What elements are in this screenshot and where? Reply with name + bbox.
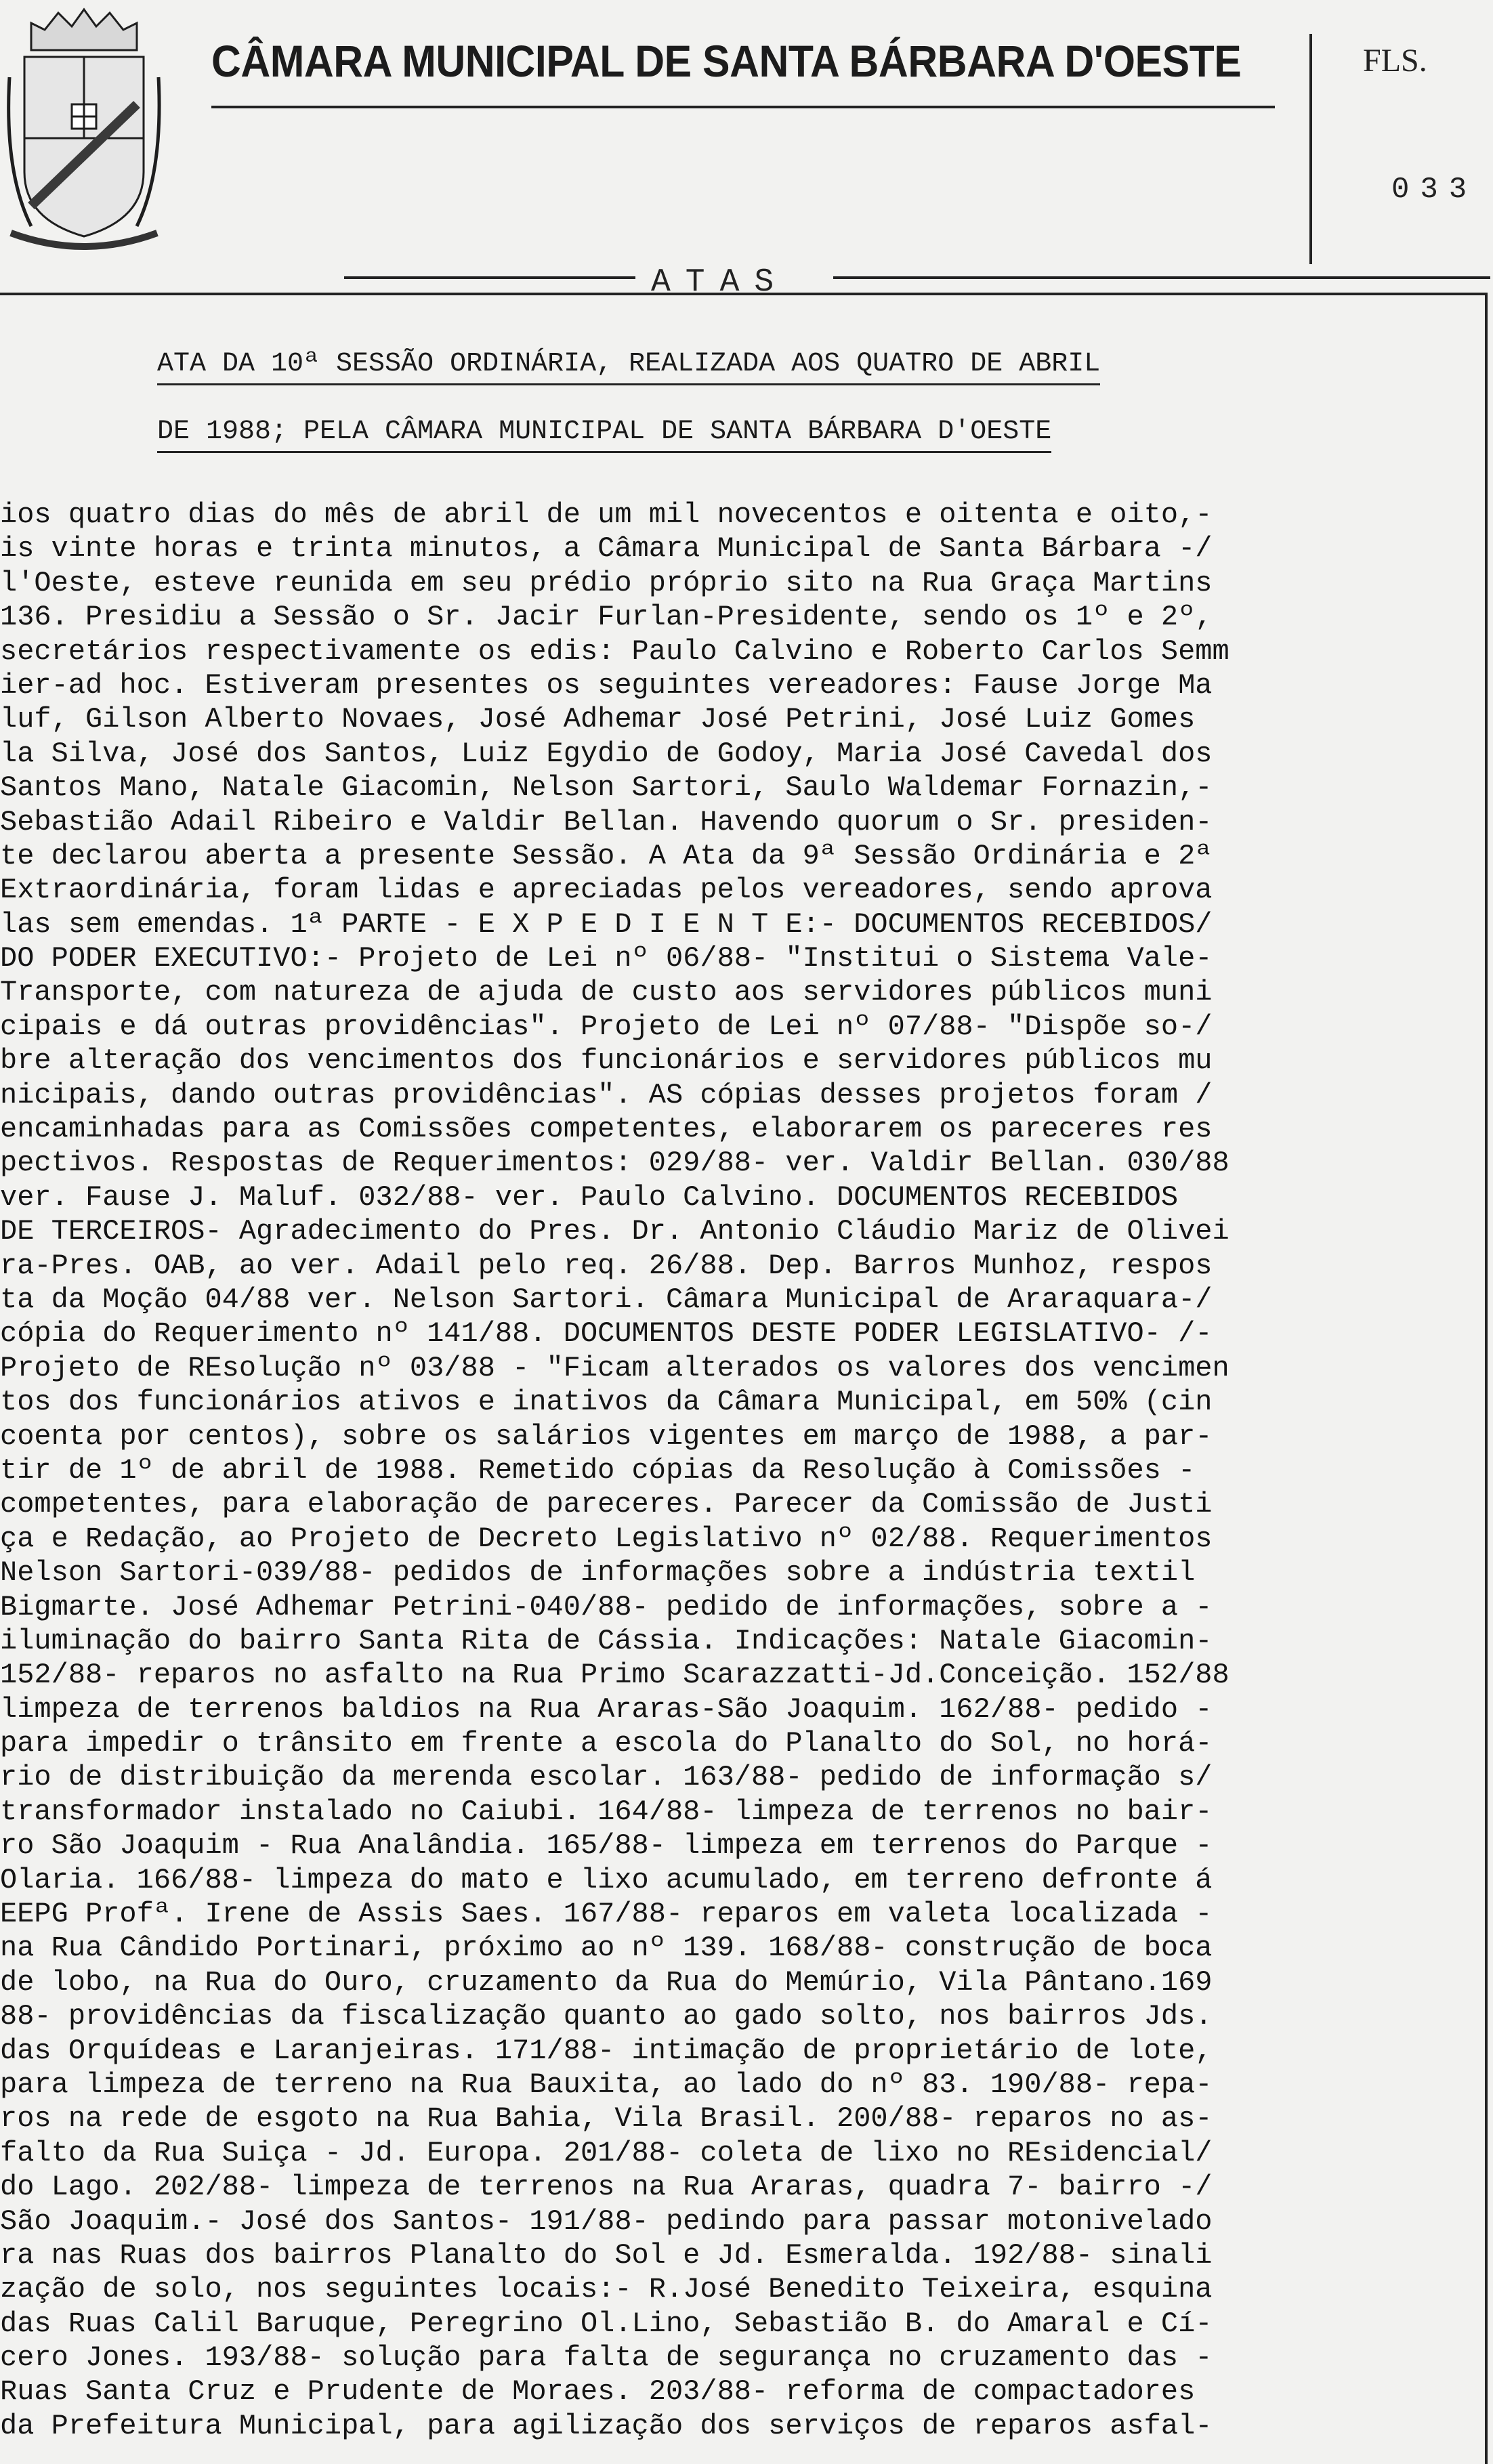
minutes-line: DE TERCEIROS- Agradecimento do Pres. Dr. Antonio Cláudio Mariz de Olivei bbox=[0, 1215, 1229, 1248]
header-divider bbox=[1309, 34, 1312, 264]
minutes-line: ra nas Ruas dos bairros Planalto do Sol e Jd. Esmeralda. 192/88- sinali bbox=[0, 2238, 1213, 2272]
minutes-line: 88- providências da fiscalização quanto ao gado solto, nos bairros Jds. bbox=[0, 2000, 1213, 2033]
minutes-line: ça e Redação, ao Projeto de Decreto Legislativo nº 02/88. Requerimentos bbox=[0, 1522, 1213, 1555]
minutes-line: DO PODER EXECUTIVO:- Projeto de Lei nº 06/88- "Institui o Sistema Vale- bbox=[0, 942, 1213, 975]
minutes-line: para impedir o trânsito em frente a escola do Planalto do Sol, no horá- bbox=[0, 1727, 1213, 1760]
minutes-line: ier-ad hoc. Estiveram presentes os seguintes vereadores: Fause Jorge Ma bbox=[0, 668, 1213, 702]
minutes-line: falto da Rua Suiça - Jd. Europa. 201/88- coleta de lixo no REsidencial/ bbox=[0, 2136, 1213, 2169]
minutes-line: l'Oeste, esteve reunida em seu prédio próprio sito na Rua Graça Martins bbox=[0, 566, 1213, 599]
minutes-line: rio de distribuição da merenda escolar. 163/88- pedido de informação s/ bbox=[0, 1761, 1213, 1794]
fls-label: FLS. bbox=[1363, 43, 1427, 79]
minutes-line: ta da Moção 04/88 ver. Nelson Sartori. Câmara Municipal de Araraquara-/ bbox=[0, 1283, 1213, 1316]
minutes-line: tos dos funcionários ativos e inativos da Câmara Municipal, em 50% (cin bbox=[0, 1386, 1213, 1419]
minutes-line: do Lago. 202/88- limpeza de terrenos na Rua Araras, quadra 7- bairro -/ bbox=[0, 2171, 1213, 2204]
minutes-line: para limpeza de terreno na Rua Bauxita, ao lado do nº 83. 190/88- repa- bbox=[0, 2068, 1213, 2101]
minutes-line: 136. Presidiu a Sessão o Sr. Jacir Furlan-Presidente, sendo os 1º e 2º, bbox=[0, 601, 1213, 634]
minutes-line: na Rua Cândido Portinari, próximo ao nº 139. 168/88- construção de boca bbox=[0, 1932, 1213, 1965]
minutes-line: Bigmarte. José Adhemar Petrini-040/88- pedido de informações, sobre a - bbox=[0, 1590, 1213, 1623]
minutes-line: competentes, para elaboração de pareceres. Parecer da Comissão de Justi bbox=[0, 1488, 1213, 1521]
minutes-line: is vinte horas e trinta minutos, a Câmara Municipal de Santa Bárbara -/ bbox=[0, 532, 1213, 566]
section-rule-right bbox=[833, 276, 1490, 279]
minutes-line: das Orquídeas e Laranjeiras. 171/88- intimação de proprietário de lote, bbox=[0, 2034, 1213, 2067]
minutes-body bbox=[0, 498, 1456, 2443]
minutes-line: Santos Mano, Natale Giacomin, Nelson Sartori, Saulo Waldemar Fornazin,- bbox=[0, 771, 1213, 805]
minutes-line: encaminhadas para as Comissões competentes, elaborarem os pareceres res bbox=[0, 1113, 1213, 1146]
minutes-line: te declarou aberta a presente Sessão. A Ata da 9ª Sessão Ordinária e 2ª bbox=[0, 839, 1213, 872]
minutes-line: Sebastião Adail Ribeiro e Valdir Bellan. Havendo quorum o Sr. presiden- bbox=[0, 805, 1213, 838]
minutes-line: Ruas Santa Cruz e Prudente de Moraes. 203/88- reforma de compactadores bbox=[0, 2375, 1196, 2408]
minutes-line: Projeto de REsolução nº 03/88 - "Ficam alterados os valores dos vencimen bbox=[0, 1351, 1229, 1384]
municipal-coat-of-arms-icon bbox=[4, 3, 163, 253]
minutes-line: limpeza de terrenos baldios na Rua Araras-São Joaquim. 162/88- pedido - bbox=[0, 1693, 1213, 1726]
header-underline bbox=[211, 106, 1275, 108]
minutes-line: Olaria. 166/88- limpeza do mato e lixo acumulado, em terreno defronte á bbox=[0, 1863, 1213, 1896]
minutes-line: iluminação do bairro Santa Rita de Cássia. Indicações: Natale Giacomin- bbox=[0, 1624, 1213, 1657]
minutes-line: ra-Pres. OAB, ao ver. Adail pelo req. 26/88. Dep. Barros Munhoz, respos bbox=[0, 1249, 1213, 1282]
minutes-line: bre alteração dos vencimentos dos funcionários e servidores públicos mu bbox=[0, 1044, 1213, 1078]
minutes-line: transformador instalado no Caiubi. 164/88- limpeza de terrenos no bair- bbox=[0, 1795, 1213, 1828]
minutes-line: ros na rede de esgoto na Rua Bahia, Vila Brasil. 200/88- reparos no as- bbox=[0, 2102, 1213, 2136]
minutes-line: pectivos. Respostas de Requerimentos: 029/88- ver. Valdir Bellan. 030/88 bbox=[0, 1147, 1229, 1180]
minutes-line: coenta por centos), sobre os salários vigentes em março de 1988, a par- bbox=[0, 1420, 1213, 1453]
minutes-line: 152/88- reparos no asfalto na Rua Primo Scarazzatti-Jd.Conceição. 152/88 bbox=[0, 1659, 1229, 1692]
minutes-line: tir de 1º de abril de 1988. Remetido cópias da Resolução à Comissões - bbox=[0, 1453, 1196, 1487]
minutes-line: Transporte, com natureza de ajuda de custo aos servidores públicos muni bbox=[0, 976, 1213, 1009]
minutes-line: das Ruas Calil Baruque, Peregrino Ol.Lino, Sebastião B. do Amaral e Cí- bbox=[0, 2307, 1213, 2340]
minutes-line: ro São Joaquim - Rua Analândia. 165/88- limpeza em terrenos do Parque - bbox=[0, 1829, 1213, 1863]
minutes-line: ver. Fause J. Maluf. 032/88- ver. Paulo Calvino. DOCUMENTOS RECEBIDOS bbox=[0, 1181, 1179, 1214]
minutes-line: ios quatro dias do mês de abril de um mil novecentos e oitenta e oito,- bbox=[0, 498, 1213, 531]
minutes-line: secretários respectivamente os edis: Paulo Calvino e Roberto Carlos Semm bbox=[0, 635, 1229, 668]
folio-number: 033 bbox=[1391, 173, 1478, 207]
minutes-title-line-1: ATA DA 10ª SESSÃO ORDINÁRIA, REALIZADA AOS QUATRO DE ABRIL bbox=[157, 349, 1363, 379]
minutes-line: de lobo, na Rua do Ouro, cruzamento da Rua do Memúrio, Vila Pântano.169 bbox=[0, 1966, 1213, 1999]
minutes-line: cipais e dá outras providências". Projeto de Lei nº 07/88- "Dispõe so-/ bbox=[0, 1010, 1213, 1043]
minutes-line: Nelson Sartori-039/88- pedidos de informações sobre a indústria textil bbox=[0, 1556, 1196, 1590]
minutes-line: da Prefeitura Municipal, para agilização dos serviços de reparos asfal- bbox=[0, 2409, 1213, 2442]
minutes-line: nicipais, dando outras providências". AS cópias desses projetos foram / bbox=[0, 1078, 1213, 1111]
minutes-line: EEPG Profª. Irene de Assis Saes. 167/88- reparos em valeta localizada - bbox=[0, 1898, 1213, 1931]
institution-name: CÂMARA MUNICIPAL DE SANTA BÁRBARA D'OESTE bbox=[211, 36, 1242, 86]
minutes-line: cero Jones. 193/88- solução para falta de segurança no cruzamento das - bbox=[0, 2341, 1213, 2375]
minutes-line: luf, Gilson Alberto Novaes, José Adhemar José Petrini, José Luiz Gomes bbox=[0, 703, 1196, 736]
minutes-title-line-2: DE 1988; PELA CÂMARA MUNICIPAL DE SANTA BÁRBARA D'OESTE bbox=[157, 417, 1363, 447]
minutes-line: zação de solo, nos seguintes locais:- R.José Benedito Teixeira, esquina bbox=[0, 2273, 1213, 2306]
minutes-line: cópia do Requerimento nº 141/88. DOCUMENTOS DESTE PODER LEGISLATIVO- /- bbox=[0, 1317, 1213, 1351]
minutes-line: São Joaquim.- José dos Santos- 191/88- pedindo para passar motonivelado bbox=[0, 2205, 1213, 2238]
section-title: ATAS bbox=[647, 264, 793, 301]
minutes-line: la Silva, José dos Santos, Luiz Egydio de Godoy, Maria José Cavedal dos bbox=[0, 737, 1213, 770]
section-rule-left bbox=[344, 276, 635, 279]
minutes-line: Extraordinária, foram lidas e apreciadas pelos vereadores, sendo aprova bbox=[0, 874, 1213, 907]
minutes-line: las sem emendas. 1ª PARTE - E X P E D I E N T E:- DOCUMENTOS RECEBIDOS/ bbox=[0, 908, 1213, 941]
